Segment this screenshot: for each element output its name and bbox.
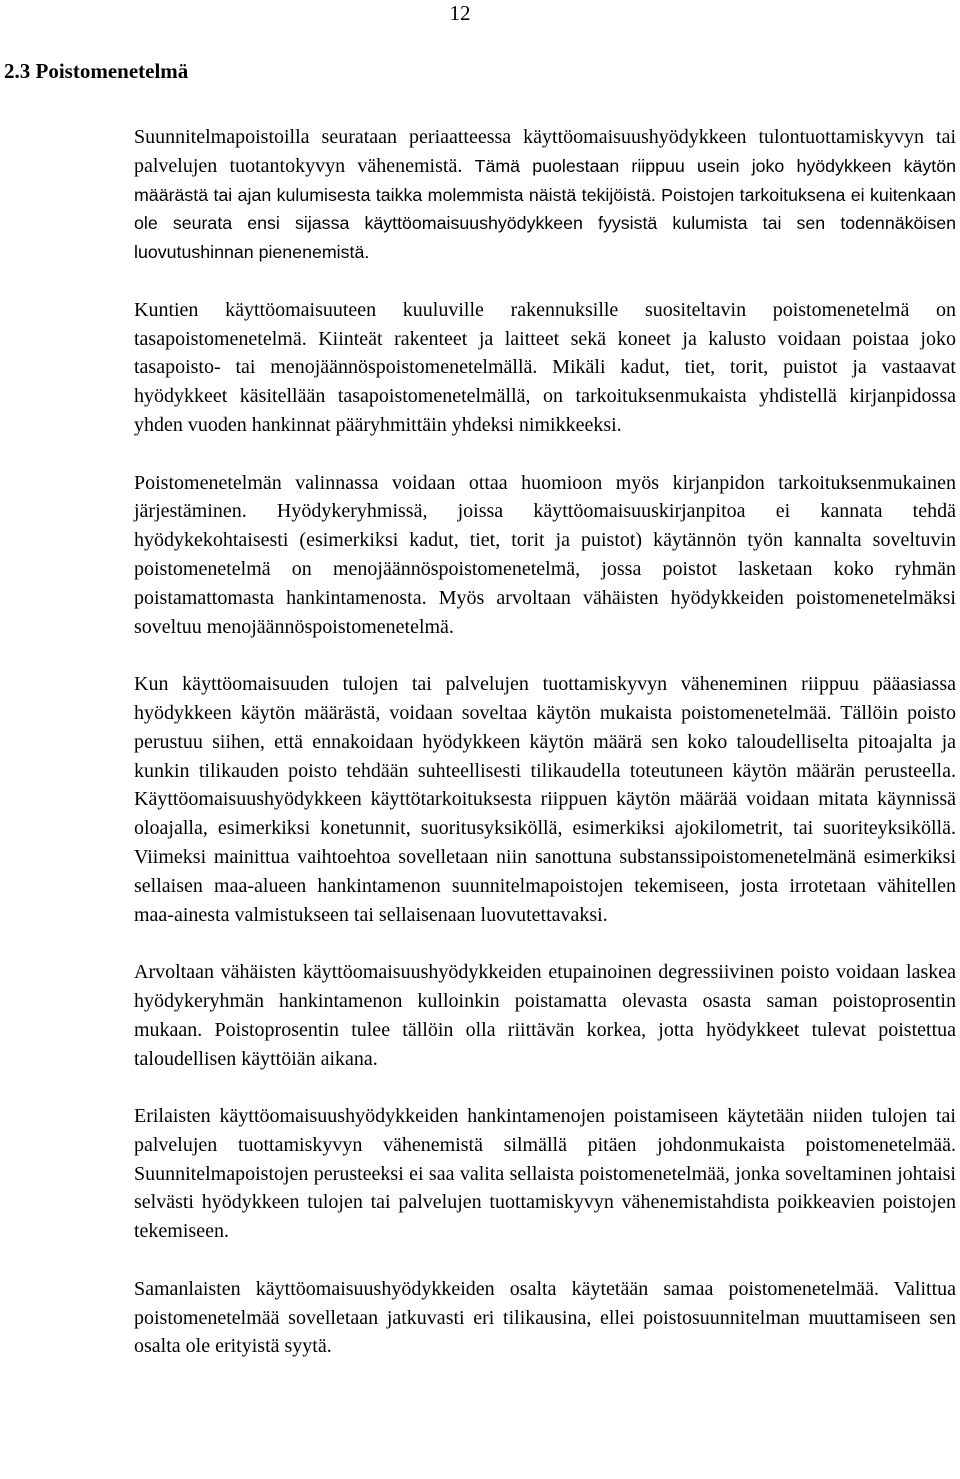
body-text [134, 123, 956, 1390]
paragraph: Samanlaisten käyttöomaisuushyödykkeiden osalta käytetään samaa poistomenetelmää. Valittua poistomenetelmää sovelletaan jatkuvasti eri tilikausina, ellei poistosuunnitelman muuttamiseen sen osalta ole erityistä syytä. [134, 1277, 956, 1358]
page-number: 12 [449, 1, 471, 25]
paragraph: Kun käyttöomaisuuden tulojen tai palvelujen tuottamiskyvyn väheneminen riippuu pääasiassa hyödykkeen käytön määrästä, voidaan soveltaa käytön mukaista poistomenetelmää. Tällöin poisto perustuu siihen, että ennakoidaan hyödykkeen käytön määrä sen koko taloudelliselta pitoajalta ja kunkin tilikauden poisto tehdään suhteellisesti tilikaudella toteutuneen käytön määrän perusteella. Käyttöomaisuushyödykkeen käyttötarkoituksesta riippuen käytön määrää voidaan mitata käynnissä oloajalla, esimerkiksi konetunnit, suoritusyksiköllä, esimerkiksi ajokilometrit, tai suoriteyksiköllä. Viimeksi mainittua vaihtoehtoa sovelletaan niin sanottuna substanssipoistomenetelmänä esimerkiksi sellaisen maa-alueen hankintamenon suunnitelmapoistojen tekemiseen, josta irrotetaan vähitellen maa-ainesta valmistukseen tai sellaisenaan luovutettavaksi. [134, 673, 956, 926]
paragraph: Arvoltaan vähäisten käyttöomaisuushyödykkeiden etupainoinen degressiivinen poisto voidaan laskea hyödykeryhmän hankintamenon kulloinkin poistamatta olevasta osasta saman poistoprosentin mukaan. Poistoprosentin tulee tällöin olla riittävän korkea, jotta hyödykkeet tulevat poistettua taloudellisen käyttöiän aikana. [134, 961, 956, 1070]
paragraph: Kuntien käyttöomaisuuteen kuuluville rakennuksille suositeltavin poistomenetelmä on tasapoistomenetelmä. Kiinteät rakenteet ja laitteet sekä koneet ja kalusto voidaan poistaa joko tasapoisto- tai menojäännöspoistomenetelmällä. Mikäli kadut, tiet, torit, puistot ja vastaavat hyödykkeet käsitellään tasapoistomenetelmällä, on tarkoituksenmukaista yhdistellä kirjanpidossa yhden vuoden hankinnat pääryhmittäin yhdeksi nimikkeeksi. [134, 298, 956, 436]
section-heading: 2.3 Poistomenetelmä [4, 59, 189, 83]
paragraph: Poistomenetelmän valinnassa voidaan ottaa huomioon myös kirjanpidon tarkoituksenmukainen järjestäminen. Hyödykeryhmissä, joissa käyttöomaisuuskirjanpitoa ei kannata tehdä hyödykekohtaisesti (esimerkiksi kadut, tiet, torit ja puistot) käytännön työn kannalta soveltuvin poistomenetelmä on menojäännöspoistomenetelmä, jossa poistot lasketaan koko ryhmän poistamattomasta hankintamenosta. Myös arvoltaan vähäisten hyödykkeiden poistomenetelmäksi soveltuu menojäännöspoistomenetelmä. [134, 471, 956, 638]
paragraph-serif-text: Suunnitelmapoistoilla seurataan periaatteessa käyttöomaisuushyödykkeen tulontuottamiskyvyn tai palvelujen tuotantokyvyn vähenemistä. [134, 126, 956, 177]
paragraph [134, 123, 956, 267]
paragraph: Erilaisten käyttöomaisuushyödykkeiden hankintamenojen poistamiseen käytetään niiden tulojen tai palvelujen tuottamiskyvyn vähenemistä silmällä pitäen johdonmukaista poistomenetelmää. Suunnitelmapoistojen perusteeksi ei saa valita sellaista poistomenetelmää, jonka soveltaminen johtaisi selvästi hyödykkeen tulojen tai palvelujen tuottamiskyvyn vähenemistahdista poikkeavien poistojen tekemiseen. [134, 1105, 956, 1243]
paragraph-sans-text: Tämä puolestaan riippuu usein joko hyödykkeen käytön määrästä tai ajan kulumisesta taikka molemmista näistä tekijöistä. Poistojen tarkoituksena ei kuitenkaan ole seurata ensi sijassa käyttöomaisuushyödykkeen fyysistä kulumista tai sen todennäköisen luovutushinnan pienenemistä. [134, 155, 956, 263]
